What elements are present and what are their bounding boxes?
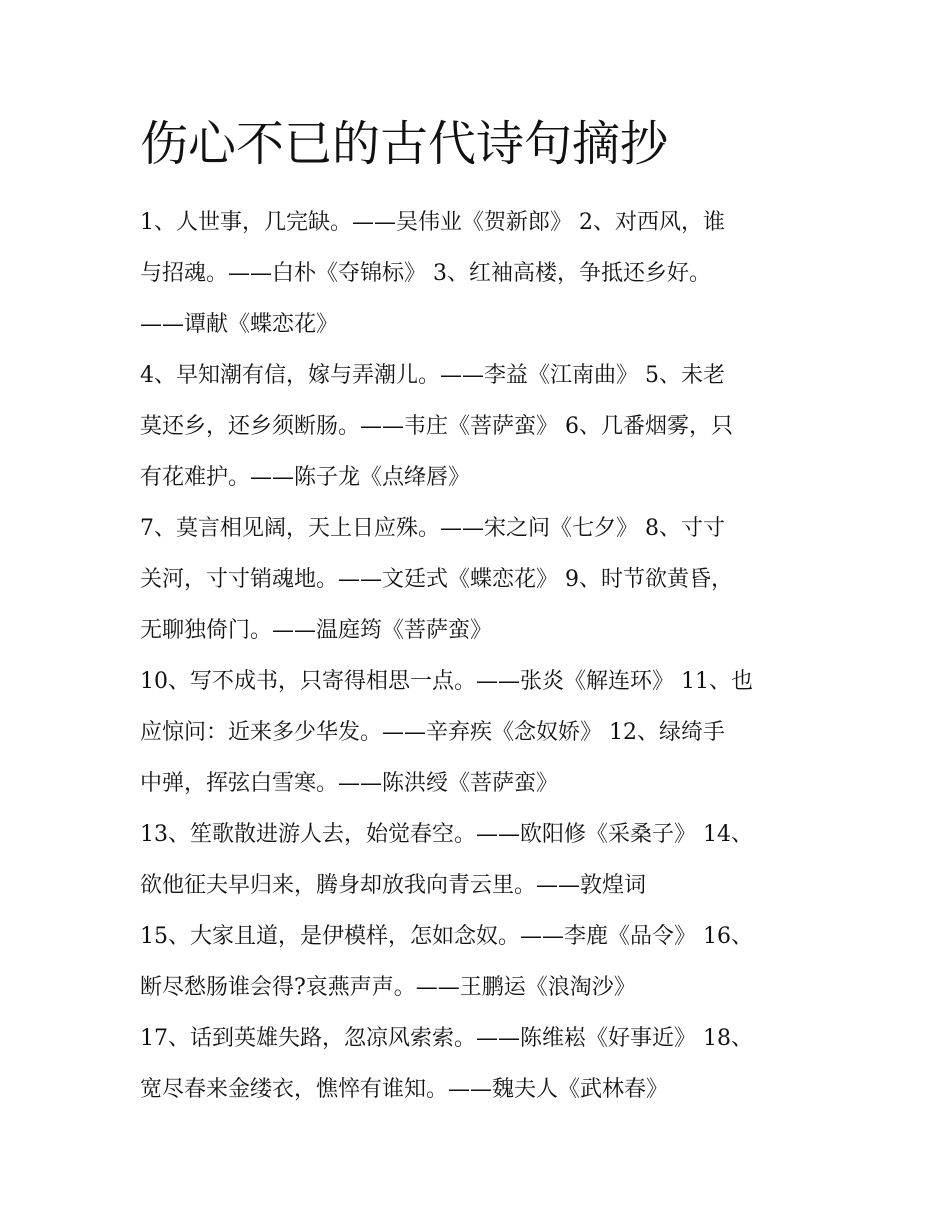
- text-line: 1、人世事，几完缺。——吴伟业《贺新郎》 2、对西风，谁: [140, 210, 725, 235]
- text-line: 与招魂。——白朴《夺锦标》 3、红袖高楼，争抵还乡好。: [140, 261, 711, 286]
- text-line: 欲他征夫早归来，腾身却放我向青云里。——敦煌词: [140, 873, 647, 898]
- text-line: 无聊独倚门。——温庭筠《菩萨蛮》: [140, 618, 493, 643]
- text-line: 应惊问：近来多少华发。——辛弃疾《念奴娇》 12、绿绮手: [140, 720, 725, 745]
- text-line: 10、写不成书，只寄得相思一点。——张炎《解连环》 11、也: [140, 669, 753, 694]
- text-line: 断尽愁肠谁会得?哀燕声声。——王鹏运《浪淘沙》: [140, 975, 636, 1000]
- document-title: 伤心不已的古代诗句摘抄: [140, 116, 669, 172]
- text-line: 13、笙歌散进游人去，始觉春空。——欧阳修《采桑子》 14、: [140, 822, 753, 847]
- text-line: ——谭献《蝶恋花》: [140, 312, 339, 337]
- text-line: 宽尽春来金缕衣，憔悴有谁知。——魏夫人《武林春》: [140, 1077, 669, 1102]
- text-line: 有花难护。——陈子龙《点绛唇》: [140, 465, 471, 490]
- text-line: 15、大家且道，是伊模样，怎如念奴。——李鹿《品令》 16、: [140, 924, 753, 949]
- text-line: 17、话到英雄失路，忽凉风索索。——陈维崧《好事近》 18、: [140, 1026, 753, 1051]
- document-body: [140, 197, 820, 1115]
- text-line: 莫还乡，还乡须断肠。——韦庄《菩萨蛮》 6、几番烟雾，只: [140, 414, 733, 439]
- text-line: 中弹，挥弦白雪寒。——陈洪绶《菩萨蛮》: [140, 771, 559, 796]
- text-line: 4、早知潮有信，嫁与弄潮儿。——李益《江南曲》 5、未老: [140, 363, 725, 388]
- text-line: 关河，寸寸销魂地。——文廷式《蝶恋花》 9、时节欲黄昏，: [140, 567, 733, 592]
- text-line: 7、莫言相见阔，天上日应殊。——宋之问《七夕》 8、寸寸: [140, 516, 725, 541]
